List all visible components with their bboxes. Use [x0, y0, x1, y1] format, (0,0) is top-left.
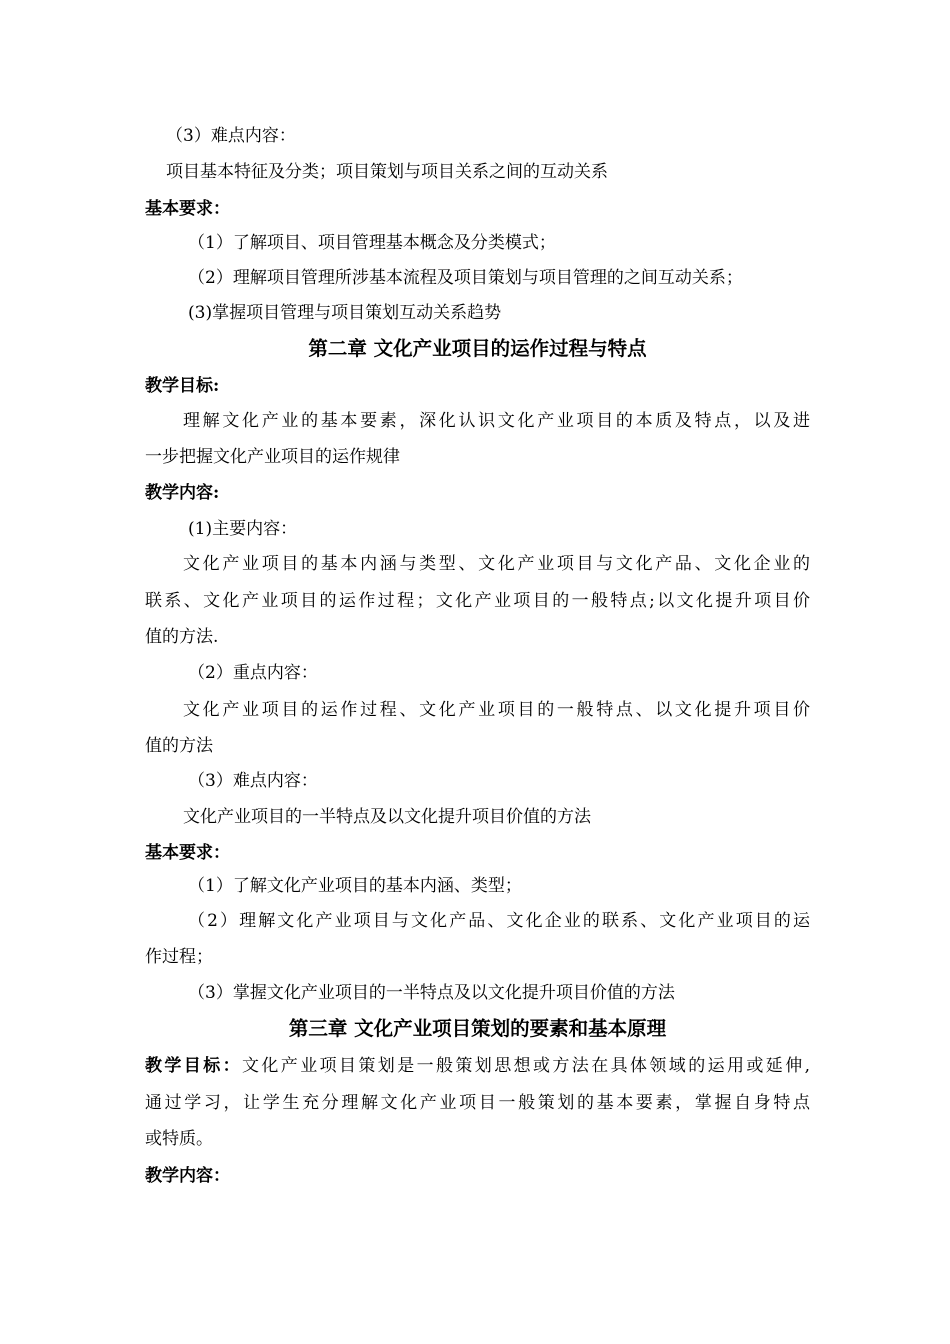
requirement-item: （1）了解文化产业项目的基本内涵、类型； [188, 876, 522, 896]
teaching-content-heading: 教学内容： [145, 1166, 230, 1186]
chapter-title: 第三章 文化产业项目策划的要素和基本原理 [288, 1017, 667, 1040]
key-content-label: （2）重点内容： [188, 663, 318, 683]
requirement-item: （2）理解项目管理所涉基本流程及项目策划与项目管理的之间互动关系； [188, 268, 743, 288]
paragraph-text: 文化产业项目策划是一般策划思想或方法在具体领域的运用或延伸, [242, 1056, 810, 1076]
requirement-item: （1）了解项目、项目管理基本概念及分类模式； [188, 233, 556, 253]
paragraph-line: 或特质。 [145, 1129, 213, 1149]
paragraph-line: 通过学习，让学生充分理解文化产业项目一般策划的基本要素，掌握自身特点 [145, 1093, 810, 1113]
difficult-points-text: 项目基本特征及分类；项目策划与项目关系之间的互动关系 [166, 162, 608, 182]
paragraph-line: 值的方法. [145, 627, 219, 647]
requirements-heading: 基本要求： [145, 843, 230, 863]
teaching-goal-heading: 教学目标: [145, 376, 220, 396]
paragraph-line: 一步把握文化产业项目的运作规律 [145, 447, 400, 467]
requirement-item: (3)掌握项目管理与项目策划互动关系趋势 [188, 303, 502, 323]
requirements-heading: 基本要求： [145, 199, 230, 219]
paragraph-line: 文化产业项目的一半特点及以文化提升项目价值的方法 [183, 807, 591, 827]
paragraph-line: 文化产业项目的基本内涵与类型、文化产业项目与文化产品、文化企业的 [183, 554, 810, 574]
paragraph-line: 作过程； [145, 947, 213, 967]
paragraph-line: 理解文化产业的基本要素，深化认识文化产业项目的本质及特点，以及进 [183, 411, 810, 431]
difficult-points-label: （3）难点内容： [166, 126, 296, 146]
chapter-title: 第二章 文化产业项目的运作过程与特点 [308, 337, 647, 360]
teaching-content-heading: 教学内容: [145, 483, 220, 503]
teaching-goal-line [145, 1055, 810, 1077]
requirement-item: （3）掌握文化产业项目的一半特点及以文化提升项目价值的方法 [188, 983, 675, 1003]
main-content-label: (1)主要内容： [188, 519, 298, 539]
difficult-content-label: （3）难点内容： [188, 771, 318, 791]
paragraph-line: 联系、文化产业项目的运作过程；文化产业项目的一般特点;以文化提升项目价 [145, 591, 810, 611]
paragraph-line: 文化产业项目的运作过程、文化产业项目的一般特点、以文化提升项目价 [183, 700, 810, 720]
teaching-goal-heading: 教学目标： [145, 1056, 242, 1076]
paragraph-line: 值的方法 [145, 736, 213, 756]
requirement-item: （2）理解文化产业项目与文化产品、文化企业的联系、文化产业项目的运 [188, 911, 810, 931]
